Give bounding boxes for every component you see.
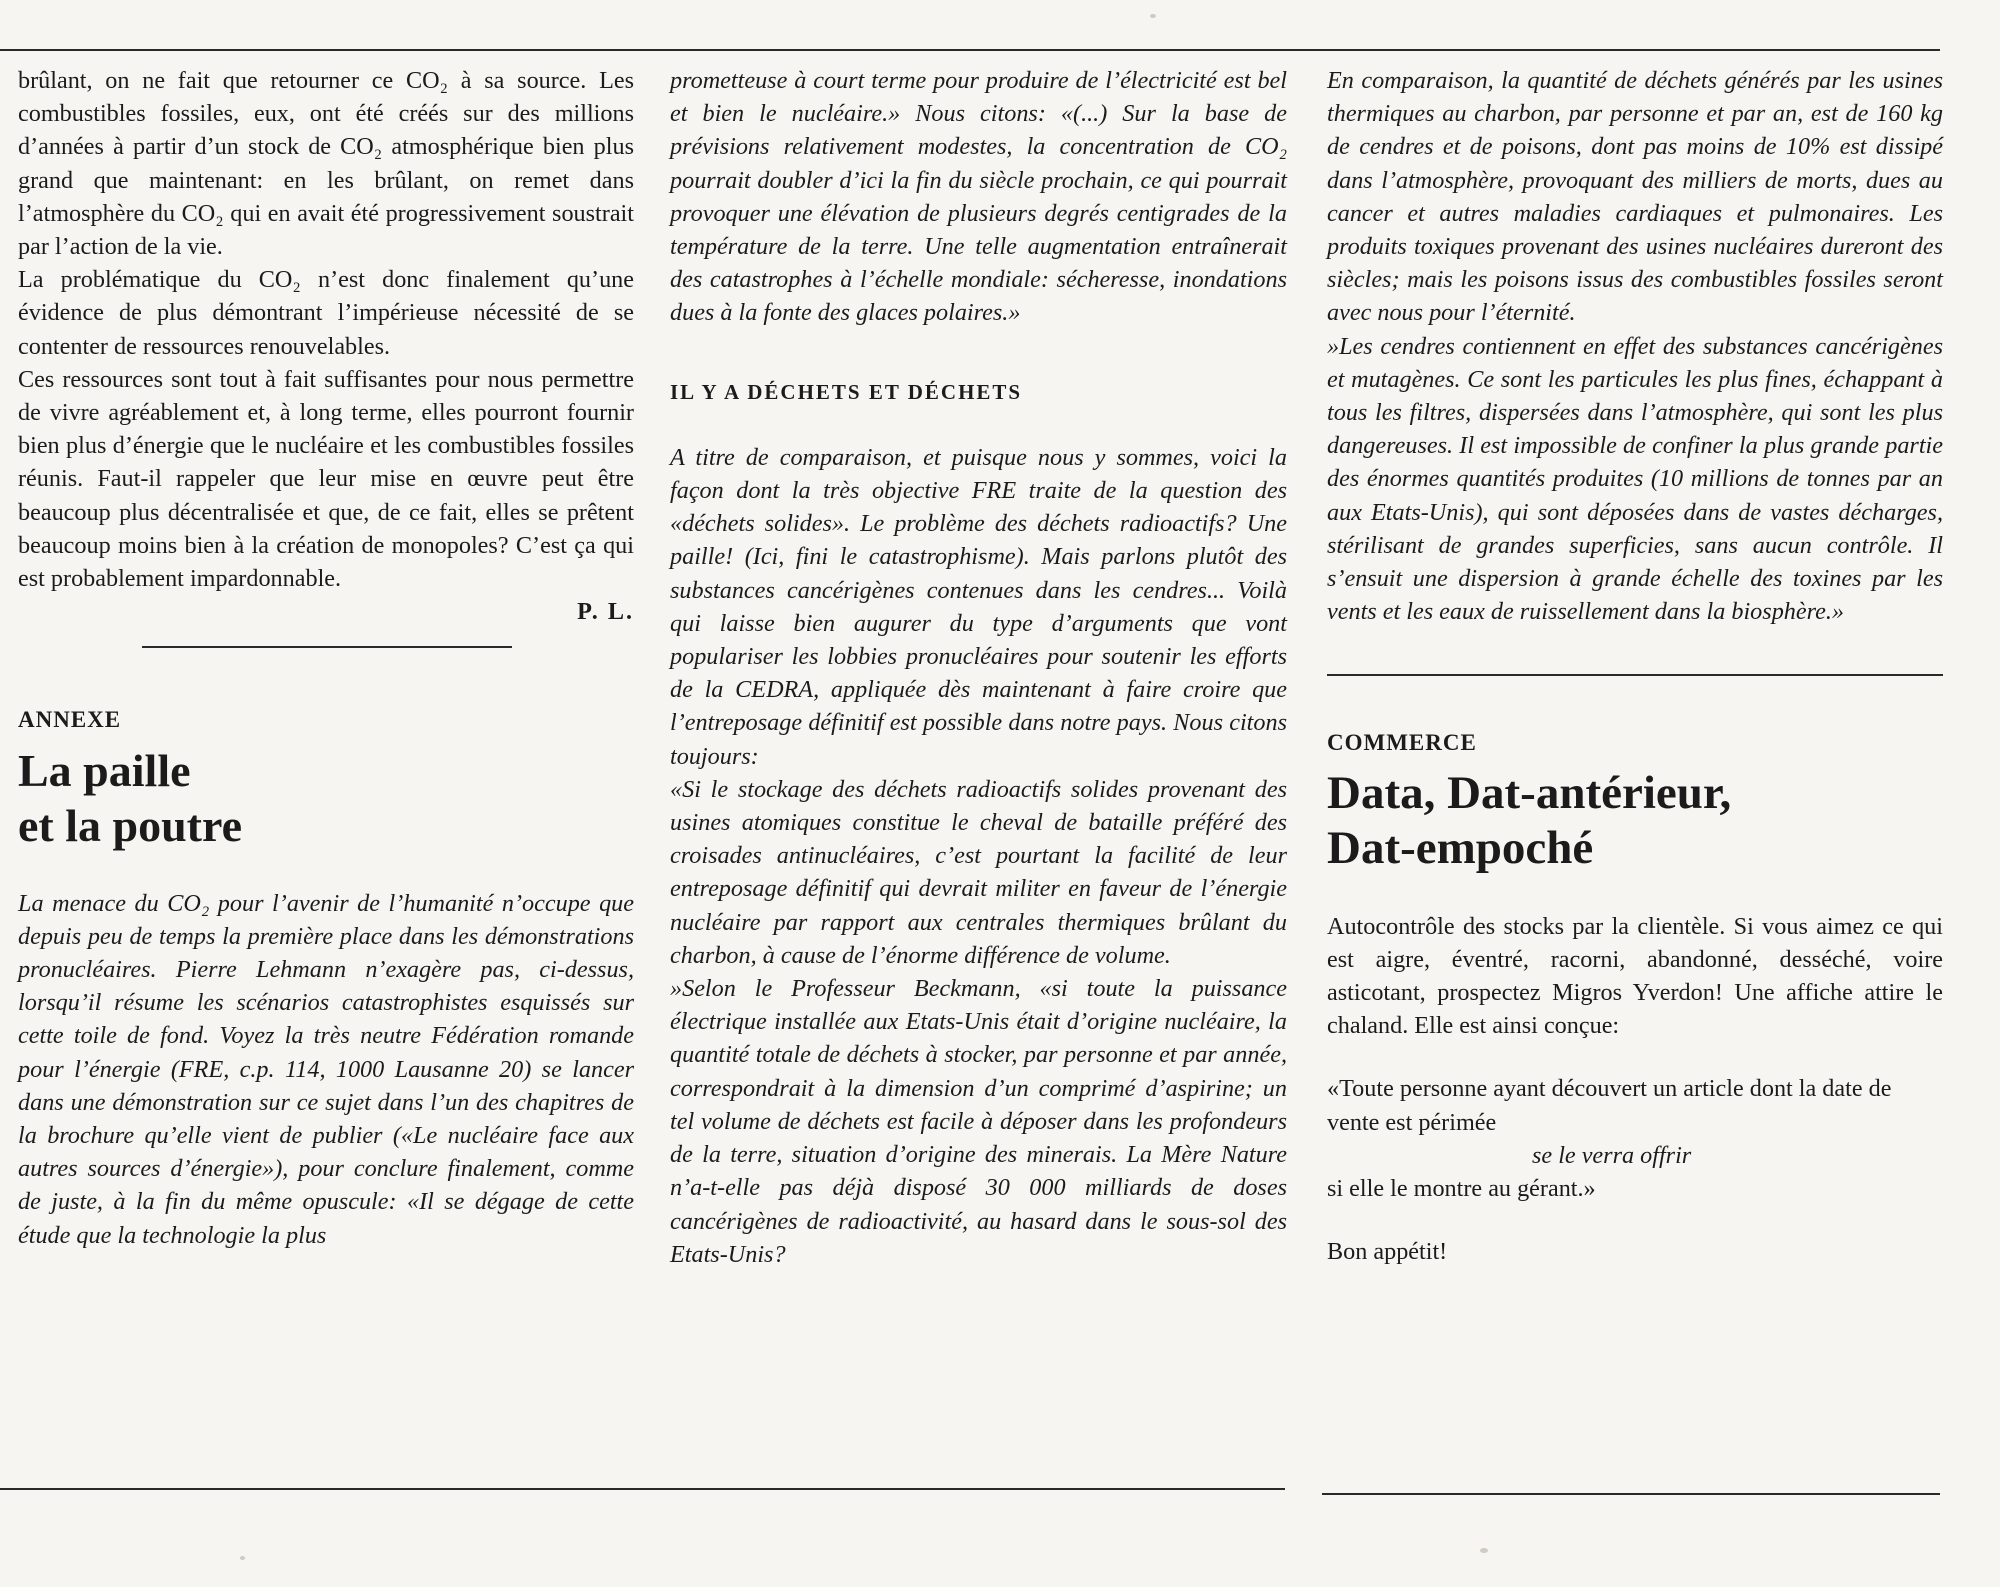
quote-line-2: se le verra offrir bbox=[1532, 1141, 1692, 1169]
article-lead: La menace du CO₂ pour l’avenir de l’humanité n’occupe que depuis peu de temps la première place dans les démonstrations pronucléaires. Pierre Lehmann n’exagère pas, ci-dessus, lorsqu’il résume les scénarios catastrophistes esquissés sur cette toile de fond. Voyez la très neutre Fédération romande pour l’énergie (FRE, c.p. 114, 1000 Lausanne 20) se lancer dans une démonstration sur ce sujet dans l’un des chapitres de la brochure qu’elle vient de publier («Le nucléaire face aux autres sources d’énergie»), pour conclure finalement, comme de juste, à la fin du même opuscule: «Il se dégage de cette étude que la technologie la plus bbox=[18, 889, 634, 1249]
headline-line-2: et la poutre bbox=[18, 799, 243, 851]
closing-line: Bon appétit! bbox=[1327, 1238, 1448, 1266]
column-3 bbox=[1327, 64, 1943, 1268]
col3-paragraph-1: En comparaison, la quantité de déchets générés par les usines thermiques au charbon, par personne et par an, est de 160 kg de cendres et de poisons, dont pas moins de 10% est dissipé dans l’atmosphère, provoquant des milliers de morts, dues au cancer et autres maladies cardiaques et pulmonaires. Les produits toxiques provenant des usines nucléaires dureront des siècles; mais les poisons issus des combustibles fossiles seront avec nous pour l’éternité. bbox=[1327, 67, 1943, 327]
subheading-dechets: IL Y A DÉCHETS ET DÉCHETS bbox=[670, 379, 1023, 404]
bottom-rule bbox=[0, 1488, 1285, 1490]
article-headline-paille bbox=[18, 743, 634, 853]
author-signature: P. L. bbox=[577, 598, 634, 626]
headline-line-1: Data, Dat-antérieur, bbox=[1327, 766, 1732, 819]
quote-line-3: si elle le montre au gérant.» bbox=[1327, 1175, 1596, 1203]
bottom-rule-column-3 bbox=[1322, 1493, 1940, 1495]
col1-paragraph-1: brûlant, on ne fait que retourner ce CO₂ à sa source. Les combustibles fossiles, eux, ont été créés sur des millions d’années à partir d’un stock de CO₂ atmosphérique bien plus grand que maintenant: en les brûlant, on remet dans l’atmosphère du CO₂ qui en avait été progressivement soustrait par l’action de la vie. bbox=[18, 67, 634, 261]
paper-speck bbox=[1480, 1548, 1488, 1553]
section-kicker-annexe: ANNEXE bbox=[18, 707, 122, 733]
col2-paragraph-1: prometteuse à court terme pour produire de l’électricité est bel et bien le nucléaire.» Nous citons: «(...) Sur la base de prévisions relativement modestes, la concentration de CO₂ pourrait doubler d’ici la fin du siècle prochain, ce qui pourrait provoquer une élévation de plusieurs degrés centigrades de la température de la terre. Une telle augmentation entraînerait des catastrophes à l’échelle mondiale: sécheresse, inondations dues à la fonte des glaces polaires.» bbox=[670, 67, 1287, 327]
column-1 bbox=[18, 64, 634, 1252]
column-2 bbox=[670, 64, 1287, 1271]
paper-speck bbox=[240, 1556, 245, 1560]
col1-paragraph-2: La problématique du CO₂ n’est donc finalement qu’une évidence de plus démontrant l’impérieuse nécessité de se contenter de ressources renouvelables. bbox=[18, 266, 634, 360]
col2-paragraph-2: A titre de comparaison, et puisque nous y sommes, voici la façon dont la très objective FRE traite de la question des «déchets solides». Le problème des déchets radioactifs? Une paille! (Ici, fini le catastrophisme). Mais parlons plutôt des substances cancérigènes contenues dans les cendres... Voilà qui laisse bien augurer du type d’arguments que vont populariser les lobbies pronucléaires pour soutenir les efforts de la CEDRA, appliquée dès maintenant à faire croire que l’entreposage définitif est possible dans notre pays. Nous citons toujours: bbox=[670, 443, 1287, 770]
col2-paragraph-4: »Selon le Professeur Beckmann, «si toute la puissance électrique installée aux Etats-Unis était d’origine nucléaire, la quantité totale de déchets à stocker, par personne et par année, correspondrait à la dimension d’un comprimé d’aspirine; un tel volume de déchets est facile à déposer dans les profondeurs de la terre, situation d’origine des minerais. La Mère Nature n’a-t-elle pas déjà disposé 30 000 milliards de doses cancérigènes de radioactivité, au hasard dans le sous-sol des Etats-Unis? bbox=[670, 975, 1287, 1268]
top-rule bbox=[0, 49, 1940, 51]
section-kicker-commerce: COMMERCE bbox=[1327, 730, 1477, 756]
article-separator bbox=[1327, 674, 1943, 676]
quote-line-1: «Toute personne ayant découvert un article dont la date de vente est périmée bbox=[1327, 1075, 1892, 1136]
article-headline-data bbox=[1327, 766, 1943, 876]
article-separator bbox=[142, 646, 512, 648]
col3-paragraph-3: Autocontrôle des stocks par la clientèle. Si vous aimez ce qui est aigre, éventré, racorni, abandonné, desséché, voire asticotant, prospectez Migros Yverdon! Une affiche attire le chaland. Elle est ainsi conçue: bbox=[1327, 912, 1943, 1040]
poster-quote bbox=[1327, 1072, 1943, 1205]
col1-paragraph-3: Ces ressources sont tout à fait suffisantes pour nous permettre de vivre agréablement et, à long terme, elles pourront fournir bien plus d’énergie que le nucléaire et les combustibles fossiles réunis. Faut-il rappeler que leur mise en œuvre peut être beaucoup plus décentralisée et que, de ce fait, elles se prêtent beaucoup moins bien à la création de monopoles? C’est ça qui est probablement impardonnable. bbox=[18, 365, 634, 593]
col3-paragraph-2: »Les cendres contiennent en effet des substances cancérigènes et mutagènes. Ce sont les particules les plus fines, échappant à tous les filtres, dispersées dans l’atmosphère, qui sont les plus dangereuses. Il est impossible de confiner la plus grande partie des énormes quantités produites (10 millions de tonnes par an aux Etats-Unis), qui sont déposées dans de vastes décharges, stérilisant de grandes superficies, sans aucun contrôle. Il s’ensuit une dispersion à grande échelle des toxines par les vents et les eaux de ruissellement dans la biosphère.» bbox=[1327, 332, 1943, 626]
col2-paragraph-3: «Si le stockage des déchets radioactifs solides provenant des usines atomiques constitue le cheval de bataille préféré des croisades antinucléaires, c’est pourtant la facilité de leur entreposage définitif qui devrait militer en faveur de l’énergie nucléaire par rapport aux centrales thermiques brûlant du charbon, à cause de l’énorme différence de volume. bbox=[670, 775, 1287, 969]
headline-line-2: Dat-empoché bbox=[1327, 821, 1594, 874]
headline-line-1: La paille bbox=[18, 744, 191, 796]
paper-speck bbox=[1150, 14, 1156, 18]
